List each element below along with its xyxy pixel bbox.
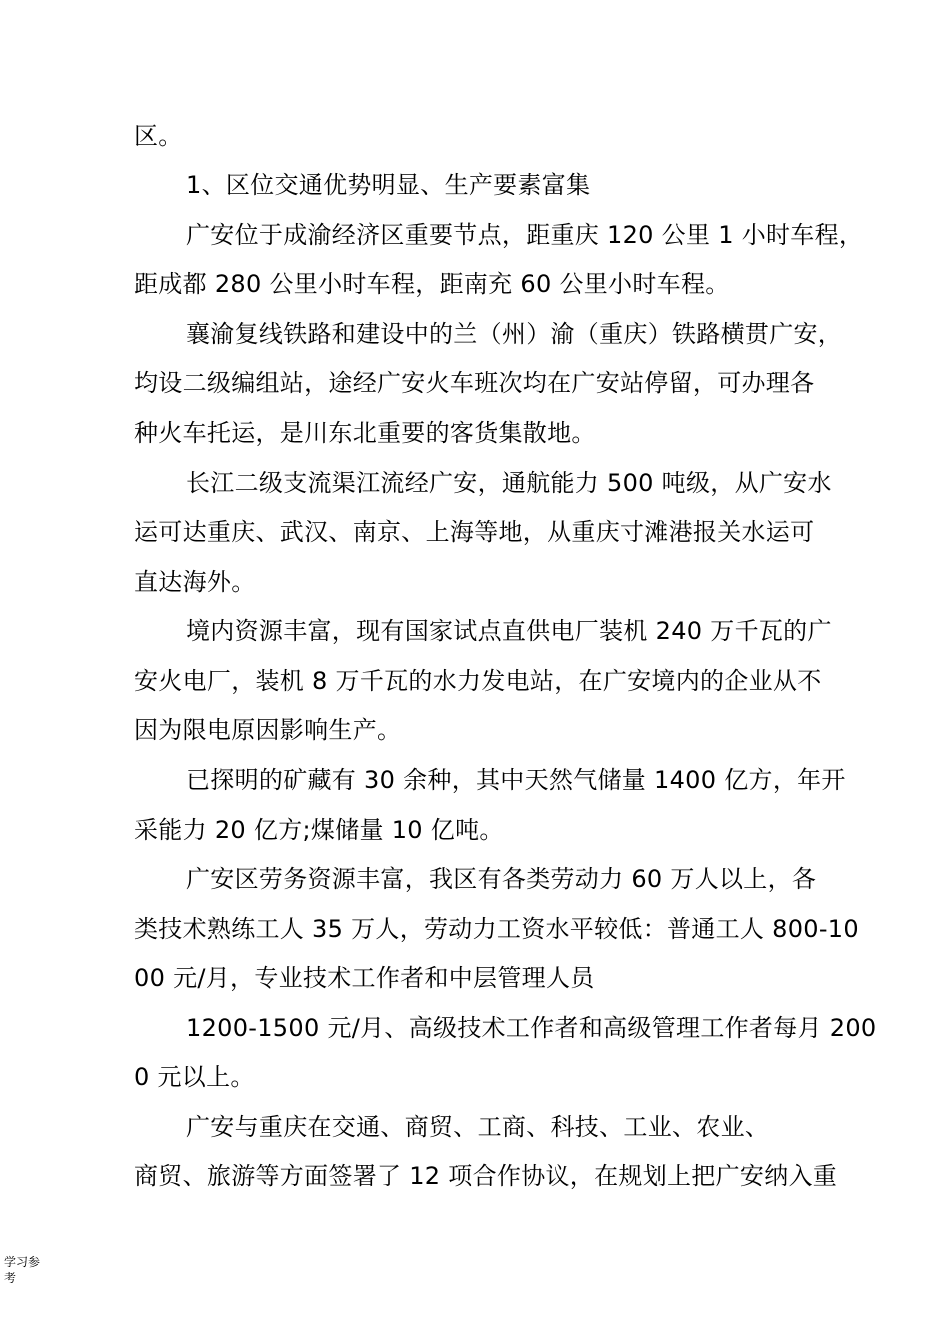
- text-line: 区。: [134, 122, 183, 150]
- text-line: 运可达重庆、武汉、南京、上海等地，从重庆寸滩港报关水运可: [134, 518, 815, 546]
- text-line: 均设二级编组站，途经广安火车班次均在广安站停留，可办理各: [134, 369, 815, 397]
- text-line: 距成都 280 公里小时车程，距南充 60 公里小时车程。: [134, 270, 730, 298]
- text-line: 类技术熟练工人 35 万人，劳动力工资水平较低：普通工人 800-10: [134, 915, 859, 943]
- text-line: 长江二级支流渠江流经广安，通航能力 500 吨级，从广安水: [186, 469, 832, 497]
- text-line: 00 元/月，专业技术工作者和中层管理人员: [134, 964, 595, 992]
- text-line: 襄渝复线铁路和建设中的兰（州）渝（重庆）铁路横贯广安，: [186, 320, 843, 348]
- text-line: 因为限电原因影响生产。: [134, 716, 402, 744]
- section-heading: 1、区位交通优势明显、生产要素富集: [186, 171, 591, 199]
- footer-label: 学习参考: [4, 1255, 41, 1285]
- text-line: 1200-1500 元/月、高级技术工作者和高级管理工作者每月 200: [186, 1014, 877, 1042]
- text-line: 广安位于成渝经济区重要节点，距重庆 120 公里 1 小时车程，: [186, 221, 864, 249]
- text-line: 广安与重庆在交通、商贸、工商、科技、工业、农业、: [186, 1113, 770, 1141]
- text-line: 广安区劳务资源丰富，我区有各类劳动力 60 万人以上，各: [186, 865, 817, 893]
- text-line: 直达海外。: [134, 568, 256, 596]
- text-line: 商贸、旅游等方面签署了 12 项合作协议，在规划上把广安纳入重: [134, 1162, 838, 1190]
- text-line: 0 元以上。: [134, 1063, 255, 1091]
- text-line: 已探明的矿藏有 30 余种，其中天然气储量 1400 亿方，年开: [186, 766, 846, 794]
- text-line: 境内资源丰富，现有国家试点直供电厂装机 240 万千瓦的广: [186, 617, 832, 645]
- text-line: 种火车托运，是川东北重要的客货集散地。: [134, 419, 596, 447]
- text-line: 安火电厂，装机 8 万千瓦的水力发电站，在广安境内的企业从不: [134, 667, 822, 695]
- text-line: 采能力 20 亿方;煤储量 10 亿吨。: [134, 816, 504, 844]
